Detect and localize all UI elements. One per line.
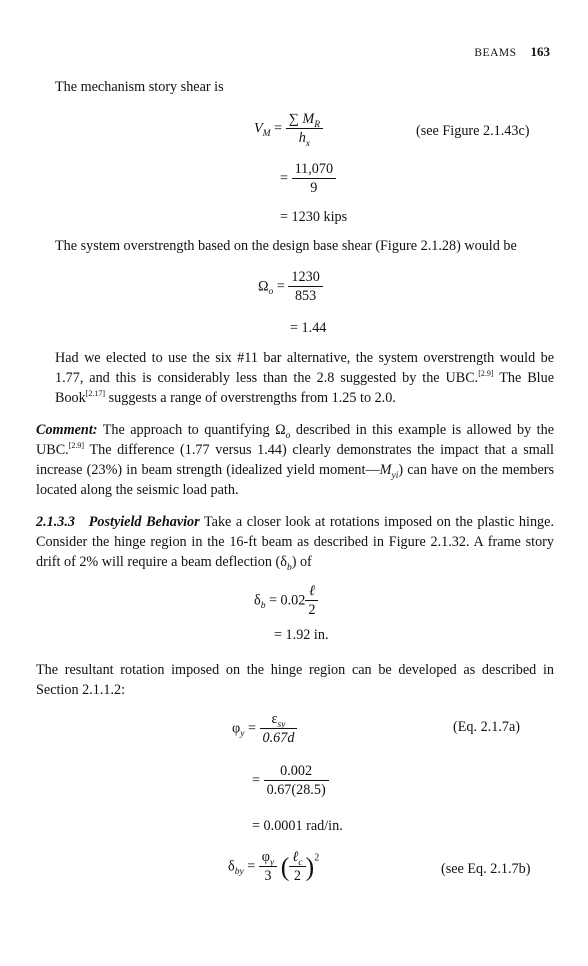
- vm-lhs: V: [254, 120, 263, 137]
- paragraph-comment: [36, 420, 554, 500]
- equation-delta-by-reference: (see Eq. 2.1.7b): [441, 861, 531, 877]
- vm-lhs-sub: M: [262, 129, 271, 140]
- text-overstrength-intro: The system overstrength based on the design base shear (Figure 2.1.28) would be: [55, 238, 517, 254]
- section-number: 2.1.3.3: [36, 514, 76, 530]
- exponent: 2: [314, 852, 320, 864]
- paragraph-six-bar-alternative: [55, 348, 554, 408]
- equation-phi-y: $\varphi_y$ = $\frac{\varepsilon_{sy}}{0.67d}$: [232, 710, 297, 748]
- delta-b-fraction: $\frac{\text{ℓ}}{2}$: [305, 582, 318, 620]
- running-header: [474, 42, 550, 63]
- equation-delta-b: $\delta_b = 0.02$ $\frac{\text{ℓ}}{2}$: [254, 582, 318, 620]
- running-title: BEAMS: [474, 47, 517, 59]
- equation-vm: [254, 110, 323, 148]
- vm-step2-fraction: $\frac{11,070}{9}$: [292, 160, 337, 198]
- equation-vm-step3: = 1230 kips: [280, 209, 348, 225]
- equation-omega: $\Omega_o$ = $\frac{1230}{853}$: [258, 268, 323, 306]
- equation-delta-b-step2: = 1.92 in.: [274, 627, 329, 643]
- phi-y-lhs: φ: [232, 720, 241, 737]
- equation-omega-step2: = 1.44: [290, 320, 327, 336]
- equation-vm-reference: (see Figure 2.1.43c): [416, 123, 530, 139]
- omega-lhs: Ω: [258, 278, 269, 295]
- comment-label: Comment:: [36, 422, 98, 438]
- phi-y-step2-fraction: $\frac{0.002}{0.67(28.5)}$: [264, 762, 329, 800]
- delta-by-lhs: δ: [228, 858, 235, 875]
- vm-fraction: $\frac{\sum M_R}{h_x}$: [286, 110, 323, 148]
- phi-y-fraction: $\frac{\varepsilon_{sy}}{0.67d}$: [260, 710, 298, 748]
- vm-equals: =: [274, 120, 283, 137]
- equation-phi-y-step3: = 0.0001 rad/in.: [252, 818, 343, 834]
- equation-phi-y-reference: (Eq. 2.1.7a): [453, 719, 520, 735]
- equation-delta-by: $\delta_{by}$ = $\frac{\varphi_y}{3}$ ( $\frac{\ell_c}{2}$ )$^2$: [228, 849, 320, 884]
- page-number: 163: [530, 44, 550, 59]
- paragraph-overstrength-intro: [55, 236, 554, 256]
- text-mechanism-intro: The mechanism story shear is: [55, 79, 224, 95]
- delta-by-inner-fraction: $\frac{\ell_c}{2}$: [289, 848, 305, 886]
- paragraph-resultant-rotation: [36, 660, 554, 700]
- paragraph-postyield: [36, 512, 554, 572]
- omega-fraction: $\frac{1230}{853}$: [288, 268, 322, 306]
- text-comment: Comment: The approach to quantifying $\Omega_o$ described in this example is allowed by the UBC.[2.9] The difference (1.77 versus 1.44) clearly demonstrates the impact that a small increase (23%) in beam strength (idealized yield $moment—M_{yi}$) can have on the members located along the seismic load path.: [36, 422, 554, 498]
- section-title: Postyield Behavior: [88, 514, 200, 530]
- text-postyield: 2.1.3.3 Postyield Behavior Take a closer look at rotations imposed on the plastic hinge. Consider the hinge region in the 16-ft beam as described in Figure 2.1.32. A frame story drift of 2% will require a beam deflection $(\delta_b)$ of: [36, 514, 554, 573]
- text-resultant-rotation: The resultant rotation imposed on the hinge region can be developed as described in Section 2.1.1.2:: [36, 662, 554, 698]
- sum-symbol: ∑: [288, 111, 299, 127]
- paragraph-mechanism-intro: [55, 77, 554, 97]
- text-six-bar-alternative: Had we elected to use the six #11 bar alternative, the system overstrength would be 1.77, and this is considerably less than the 2.8 suggested by the UBC.[2.9] The Blue Book[2.17] suggests a range of overstrengths from 1.25 to 2.0.: [55, 350, 554, 406]
- reference-2-17: [2.17]: [85, 389, 106, 398]
- equation-vm-step2: = $\frac{11,070}{9}$: [280, 160, 336, 198]
- delta-b-lhs: δ: [254, 592, 261, 609]
- reference-2-9: [2.9]: [478, 369, 494, 378]
- equation-phi-y-step2: = $\frac{0.002}{0.67(28.5)}$: [252, 762, 329, 800]
- delta-by-fraction: $\frac{\varphi_y}{3}$: [259, 848, 277, 886]
